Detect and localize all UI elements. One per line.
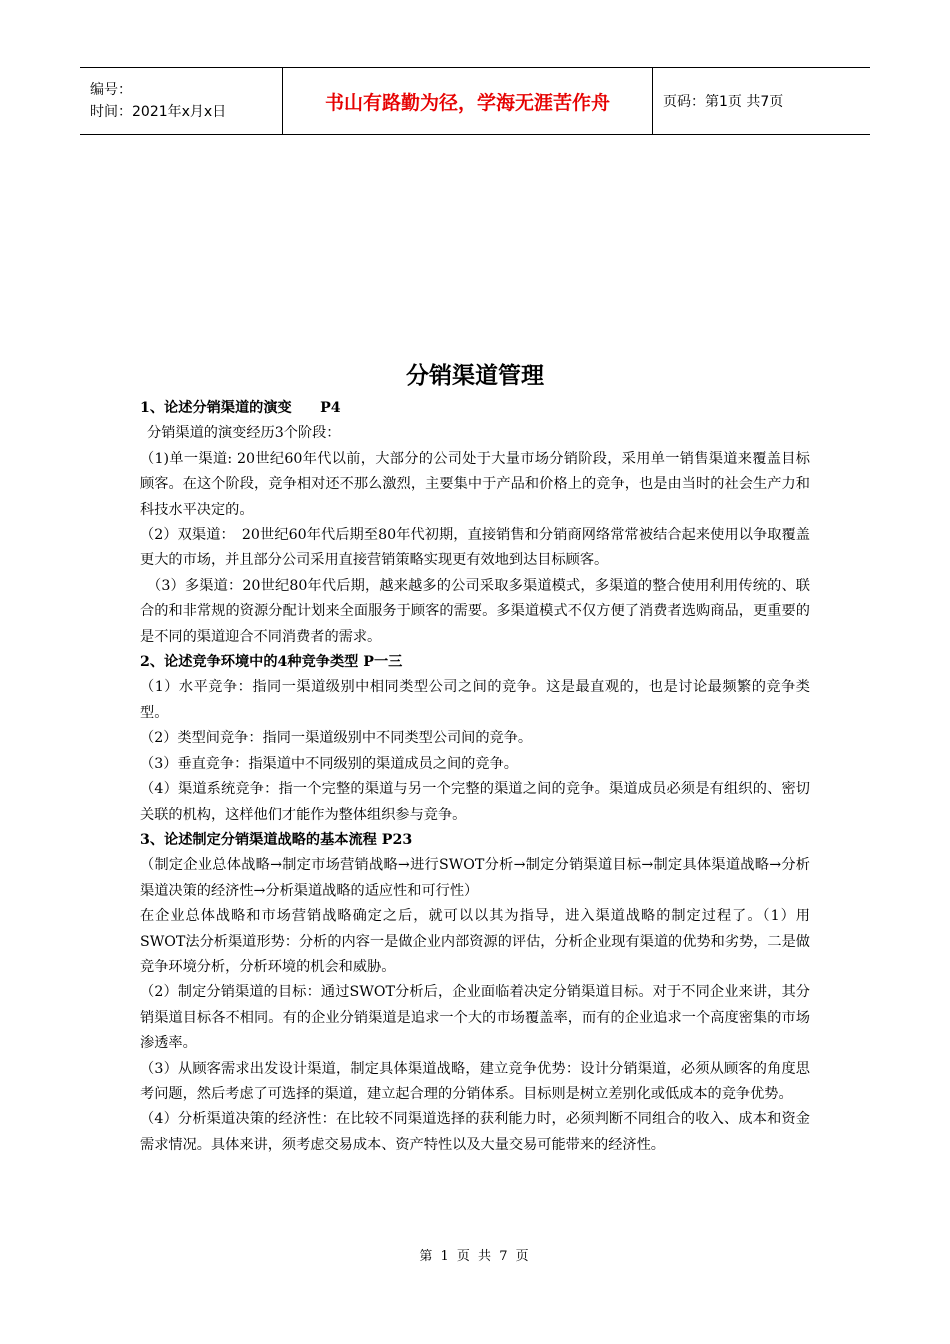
paragraph: 在企业总体战略和市场营销战略确定之后，就可以以其为指导，进入渠道战略的制定过程了。（1）用SWOT法分析渠道形势：分析的内容一是做企业内部资源的评估，分析企业现有渠道的优势和劣势，二是做竞争环境分析，分析环境的机会和威胁。: [140, 908, 810, 975]
paragraph: （2）双渠道： 20世纪60年代后期至80年代初期，直接销售和分销商网络常常被结合起来使用以争取覆盖更大的市场，并且部分公司采用直接营销策略实现更有效地到达目标顾客。: [140, 527, 810, 569]
document-body: [140, 396, 810, 1158]
paragraph: （制定企业总体战略→制定市场营销战略→进行SWOT分析→制定分销渠道目标→制定具体渠道战略→分析渠道决策的经济性→分析渠道战略的适应性和可行性）: [140, 857, 810, 899]
paragraph: （3）从顾客需求出发设计渠道，制定具体渠道战略，建立竞争优势：设计分销渠道，必须从顾客的角度思考问题，然后考虑了可选择的渠道，建立起合理的分销体系。目标则是树立差别化或低成本的竞争优势。: [140, 1060, 810, 1102]
page-header: [80, 67, 870, 135]
page-label: 页码：第1页 共7页: [663, 94, 784, 110]
paragraph: （1)单一渠道: 20世纪60年代以前，大部分的公司处于大量市场分销阶段，采用单一销售渠道来覆盖目标顾客。在这个阶段，竞争相对还不那么激烈，主要集中于产品和价格上的竞争，也是由当时的社会生产力和科技水平决定的。: [140, 450, 810, 518]
page-footer: 第 1 页 共 7 页: [419, 1249, 531, 1264]
motto-text: 书山有路勤为径，学海无涯苦作舟: [324, 91, 610, 114]
header-left-cell: [80, 68, 282, 134]
section-heading: 2、论述竞争环境中的4种竞争类型 P一三: [140, 654, 403, 671]
number-label: 编号：: [90, 82, 132, 98]
section-heading: 1、论述分销渠道的演变 P4: [140, 400, 341, 416]
header-motto-cell: [282, 68, 653, 134]
paragraph: （3）多渠道：20世纪80年代后期，越来越多的公司采取多渠道模式，多渠道的整合使用利用传统的、联合的和非常规的资源分配计划来全面服务于顾客的需要。多渠道模式不仅方便了消费者选购商品，更重要的是不同的渠道迎合不同消费者的需求。: [140, 577, 810, 645]
section-heading: 3、论述制定分销渠道战略的基本流程 P23: [140, 831, 413, 848]
document-title: 分销渠道管理: [406, 363, 544, 389]
paragraph: （2）类型间竞争：指同一渠道级别中不同类型公司间的竞争。: [140, 730, 533, 747]
paragraph: （3）垂直竞争：指渠道中不同级别的渠道成员之间的竞争。: [140, 755, 518, 772]
header-right-cell: [653, 68, 870, 134]
paragraph: （4）分析渠道决策的经济性：在比较不同渠道选择的获利能力时，必须判断不同组合的收入、成本和资金需求情况。具体来讲，须考虑交易成本、资产特性以及大量交易可能带来的经济性。: [140, 1111, 810, 1153]
paragraph: 分销渠道的演变经历3个阶段：: [147, 425, 341, 442]
paragraph: （4）渠道系统竞争：指一个完整的渠道与另一个完整的渠道之间的竞争。渠道成员必须是有组织的、密切关联的机构，这样他们才能作为整体组织参与竞争。: [140, 781, 810, 823]
paragraph: （1）水平竞争：指同一渠道级别中相同类型公司之间的竞争。这是最直观的，也是讨论最频繁的竞争类型。: [140, 679, 810, 721]
paragraph: （2）制定分销渠道的目标：通过SWOT分析后，企业面临着决定分销渠道目标。对于不同企业来讲，其分销渠道目标各不相同。有的企业分销渠道是追求一个大的市场覆盖率，而有的企业追求一个高度密集的市场渗透率。: [140, 984, 810, 1052]
date-label: 时间：2021年x月x日: [90, 104, 227, 120]
